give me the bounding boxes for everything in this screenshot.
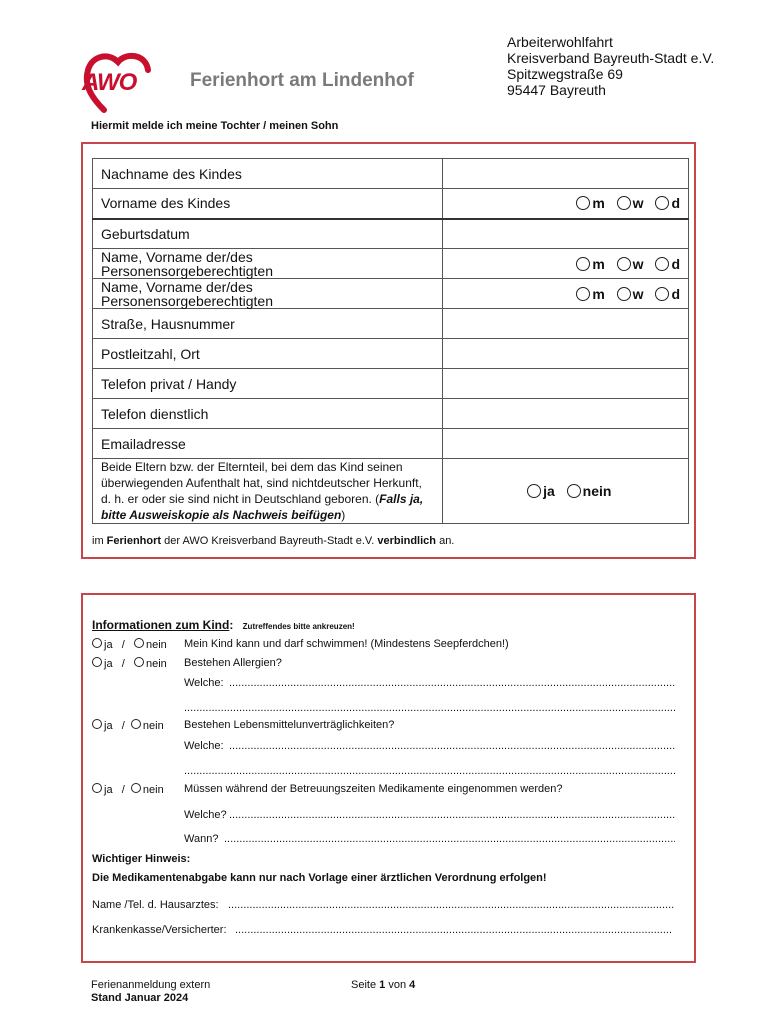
page-total: 4 [409,979,416,991]
phone-work-label: Telefon dienstlich [93,399,443,429]
form-footer [91,979,210,1005]
phone-private-label: Telefon privat / Handy [93,369,443,399]
insurance-label: Krankenkasse/Versicherter: [92,924,227,936]
birthdate-label: Geburtsdatum [93,219,443,249]
street-field[interactable] [442,309,689,339]
gender-m-radio[interactable] [576,196,590,210]
info-title-text: Informationen zum Kind [92,618,230,632]
swim-question: Mein Kind kann und darf schwimmen! (Mindestens Seepferdchen!) [184,638,509,650]
page-current: 1 [379,979,386,991]
child-lastname-field[interactable] [442,159,689,189]
yes-label: ja [104,658,113,670]
food-extra-line[interactable] [184,765,675,777]
page-number [351,979,415,991]
postal-label: Postleitzahl, Ort [93,339,443,369]
origin-note: Falls ja, bitte Ausweiskopie als Nachweis beifügen [101,492,424,522]
meds-when-line[interactable] [224,833,675,845]
confirm-text: der AWO Kreisverband Bayreuth-Stadt e.V. [161,535,378,547]
origin-question [93,459,443,524]
food-yes-radio[interactable] [92,719,102,729]
meds-options [92,783,164,796]
important-title: Wichtiger Hinweis: [92,853,191,865]
address-line: Spitzwegstraße 69 [507,66,623,82]
gender-w-radio[interactable] [617,196,631,210]
form-name: Ferienanmeldung extern [91,979,211,991]
swim-yes-radio[interactable] [92,638,102,648]
food-which-label: Welche: [184,740,224,752]
confirm-bold-ferienhort: Ferienhort [106,535,162,547]
gender-m-label: m [592,195,605,212]
form-status: Stand Januar 2024 [91,992,189,1004]
gender-d-label: d [671,195,680,212]
email-label: Emailadresse [93,429,443,459]
birthdate-field[interactable] [442,219,689,249]
guardian1-label [93,249,443,279]
confirm-text: an. [436,535,455,547]
meds-which-label: Welche? [184,809,227,821]
food-which-line[interactable] [229,740,675,752]
food-no-radio[interactable] [131,719,141,729]
meds-when-label: Wann? [184,833,219,845]
doctor-line[interactable] [228,899,675,911]
meds-yes-radio[interactable] [92,783,102,793]
yes-label: ja [104,720,113,732]
meds-which-line[interactable] [229,809,675,821]
no-label: nein [142,720,164,732]
yes-label: ja [104,639,113,651]
gender-m-label: m [592,255,605,272]
facility-title: Ferienhort am Lindenhof [190,70,414,91]
postal-field[interactable] [442,339,689,369]
allergy-yes-radio[interactable] [92,657,102,667]
no-label: nein [145,639,167,651]
insurance-line[interactable] [235,924,671,936]
registration-table [92,158,689,524]
guardian2-w-radio[interactable] [617,287,631,301]
gender-d-label: d [671,285,680,302]
no-label: nein [145,658,167,670]
food-question: Bestehen Lebensmittelunverträglichkeiten? [184,719,395,731]
allergy-which-label: Welche: [184,677,224,689]
guardian2-d-radio[interactable] [655,287,669,301]
guardian1-label-line2: Personensorgeberechtigten [101,262,274,279]
gender-w-label: w [632,255,644,272]
gender-d-radio[interactable] [655,196,669,210]
page-pre: Seite [351,979,380,991]
meds-question: Müssen während der Betreuungszeiten Medikamente eingenommen werden? [184,783,563,795]
intro-text: Hiermit melde ich meine Tochter / meinen Sohn [91,120,339,132]
guardian1-w-radio[interactable] [617,257,631,271]
email-field[interactable] [442,429,689,459]
guardian1-gender-options [442,249,689,279]
origin-yes-label: ja [543,483,555,499]
page-mid: von [385,979,410,991]
guardian1-d-radio[interactable] [655,257,669,271]
gender-d-label: d [671,255,680,272]
allergy-which-line[interactable] [229,677,675,689]
phone-private-field[interactable] [442,369,689,399]
allergy-options [92,657,167,670]
guardian2-m-radio[interactable] [576,287,590,301]
origin-options [442,459,689,524]
confirm-bold-verbindlich: verbindlich [377,535,437,547]
brand-logo-text: AWO [82,69,137,96]
confirm-text: im [92,535,107,547]
street-label: Straße, Hausnummer [93,309,443,339]
origin-close: ) [341,508,346,522]
origin-yes-radio[interactable] [527,484,541,498]
swim-no-radio[interactable] [134,638,144,648]
phone-work-field[interactable] [442,399,689,429]
registration-box [81,142,696,559]
food-options [92,719,164,732]
origin-question-text: Beide Eltern bzw. der Elternteil, bei dem das Kind seinen überwiegenden Aufenthalt hat, sind nichtdeutscher Herkunft, d. h. er oder sie sind nicht in Deutschland geboren. ( [101,460,422,506]
gender-w-label: w [632,285,644,302]
allergy-question: Bestehen Allergien? [184,657,282,669]
slash: / [121,784,125,796]
info-title [92,618,355,632]
yes-label: ja [104,784,113,796]
allergy-extra-line[interactable] [184,702,675,714]
guardian2-gender-options [442,279,689,309]
guardian2-label-line1: Name, Vorname der/des [101,278,253,295]
child-gender-options [442,189,689,219]
address-line: Kreisverband Bayreuth-Stadt e.V. [507,50,715,66]
child-firstname-label: Vorname des Kindes [93,189,443,219]
allergy-no-radio[interactable] [134,657,144,667]
swim-options [92,638,167,651]
guardian2-label [93,279,443,309]
child-info-box [81,593,696,963]
origin-no-label: nein [582,483,612,499]
info-hint: Zutreffendes bitte ankreuzen! [242,622,355,631]
origin-no-radio[interactable] [567,484,581,498]
info-title-colon: : [229,618,234,632]
guardian2-label-line2: Personensorgeberechtigten [101,292,274,309]
doctor-label: Name /Tel. d. Hausarztes: [92,899,219,911]
slash: / [121,720,125,732]
slash: / [121,658,125,670]
registration-confirmation [92,535,454,547]
guardian1-label-line1: Name, Vorname der/des [101,248,253,265]
gender-w-label: w [632,195,644,212]
address-line: Arbeiterwohlfahrt [507,34,613,50]
gender-m-label: m [592,285,605,302]
slash: / [121,639,125,651]
child-lastname-label: Nachname des Kindes [93,159,443,189]
guardian1-m-radio[interactable] [576,257,590,271]
meds-no-radio[interactable] [131,783,141,793]
address-line: 95447 Bayreuth [507,82,606,98]
important-text: Die Medikamentenabgabe kann nur nach Vorlage einer ärztlichen Verordnung erfolgen! [92,872,547,884]
organisation-address [507,34,714,98]
no-label: nein [142,784,164,796]
